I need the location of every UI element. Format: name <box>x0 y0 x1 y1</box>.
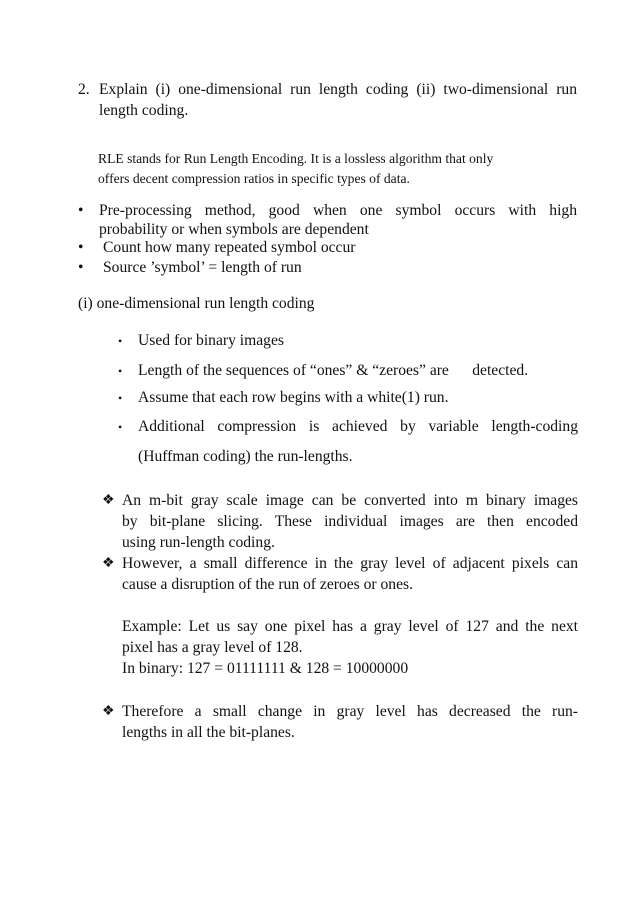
bullet-marker: • <box>78 239 84 256</box>
example-line: pixel has a gray level of 128. <box>122 639 303 656</box>
bullet-item-3-text: Source ’symbol’ = length of run <box>103 259 302 276</box>
section-1-item-text: Length of the sequences of “ones” & “zeroes” are detected. <box>138 362 529 379</box>
diamond-bullet-icon: ❖ <box>102 493 115 508</box>
section-1-item-text: Used for binary images <box>138 332 284 349</box>
rle-intro-line-1: RLE stands for Run Length Encoding. It is a lossless algorithm that only <box>98 151 494 166</box>
question-line-2: length coding. <box>99 102 189 119</box>
question-number: 2. <box>78 81 90 98</box>
bullet-marker: • <box>78 259 84 276</box>
section-1-item-text-cont: (Huffman coding) the run-lengths. <box>138 448 353 465</box>
notes-list <box>102 490 578 750</box>
bullet-marker: • <box>118 391 123 405</box>
note-line: lengths in all the bit-planes. <box>122 724 295 741</box>
example-line: In binary: 127 = 01111111 & 128 = 10000000 <box>122 660 409 677</box>
diamond-bullet-icon: ❖ <box>102 704 115 719</box>
bullet-marker: • <box>118 364 123 378</box>
bullet-item-2-text: Count how many repeated symbol occur <box>103 239 356 256</box>
note-line: Therefore a small change in gray level has decreased the run- <box>122 703 578 720</box>
bullet-marker: • <box>118 420 123 434</box>
note-line: by bit-plane slicing. These individual images are then encoded <box>122 513 578 530</box>
note-line: using run-length coding. <box>122 534 275 551</box>
rle-intro-line-2: offers decent compression ratios in specific types of data. <box>98 171 410 186</box>
section-1-item-text: Assume that each row begins with a white(1) run. <box>138 389 449 406</box>
section-1-item-text: Additional compression is achieved by variable length-coding <box>138 418 578 435</box>
example-line: Example: Let us say one pixel has a gray level of 127 and the next <box>122 618 578 635</box>
note-line: An m-bit gray scale image can be converted into m binary images <box>122 492 578 509</box>
bullet-list <box>78 200 578 278</box>
bullet-marker: • <box>78 202 84 219</box>
note-line: cause a disruption of the run of zeroes or ones. <box>122 576 413 593</box>
section-1-list <box>118 330 578 470</box>
bullet-item-1-line-2: probability or when symbols are dependent <box>99 221 369 238</box>
bullet-item-1-line-1: Pre-processing method, good when one symbol occurs with high <box>99 202 577 219</box>
diamond-bullet-icon: ❖ <box>102 556 115 571</box>
question-line-1: Explain (i) one-dimensional run length coding (ii) two-dimensional run <box>99 81 577 98</box>
rle-intro <box>98 149 558 189</box>
section-1-heading: (i) one-dimensional run length coding <box>78 295 315 312</box>
note-line: However, a small difference in the gray level of adjacent pixels can <box>122 555 578 572</box>
bullet-marker: • <box>118 334 123 348</box>
